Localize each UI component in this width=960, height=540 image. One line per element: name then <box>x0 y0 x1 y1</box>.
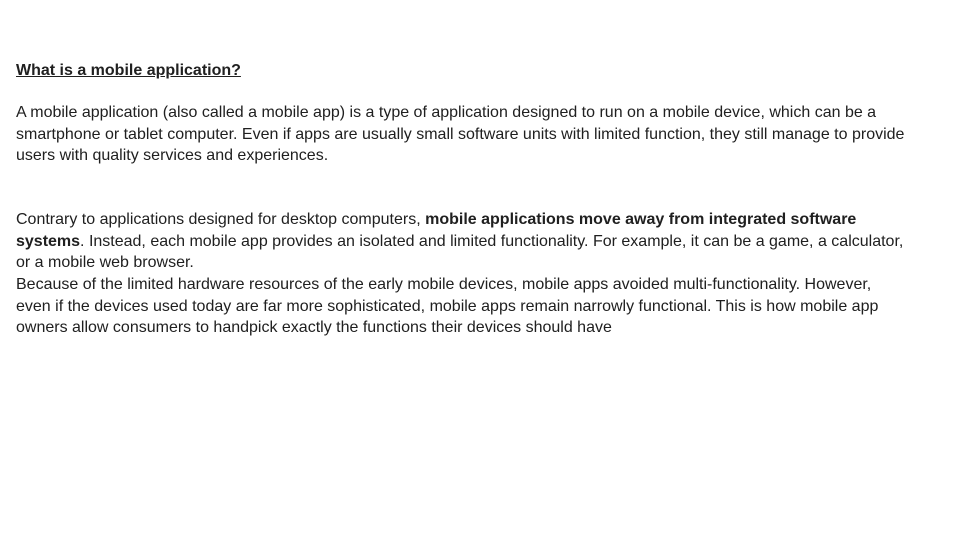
paragraph-definition: A mobile application (also called a mobile app) is a type of application designed to run on a mobile device, which can be a smartphone or tablet computer. Even if apps are usually small software units with limited function, they still manage to provide users with quality services and experiences. <box>16 104 905 165</box>
paragraph-history: Because of the limited hardware resources of the early mobile devices, mobile apps avoided multi-functionality. However, even if the devices used today are far more sophisticated, mobile apps remain narrowly functional. This is how mobile app owners allow consumers to handpick exactly the functions their devices should have <box>16 276 879 337</box>
paragraph-comparison-rest: . Instead, each mobile app provides an isolated and limited functionality. For example, it can be a game, a calculator, or a mobile web browser. <box>16 232 904 272</box>
page-title: What is a mobile application? <box>16 62 241 79</box>
paragraph-comparison <box>16 209 906 274</box>
paragraph-comparison-emphasis: mobile applications move away from integrated software systems <box>16 211 857 250</box>
paragraph-comparison-intro: Contrary to applications designed for desktop computers, <box>16 211 426 228</box>
